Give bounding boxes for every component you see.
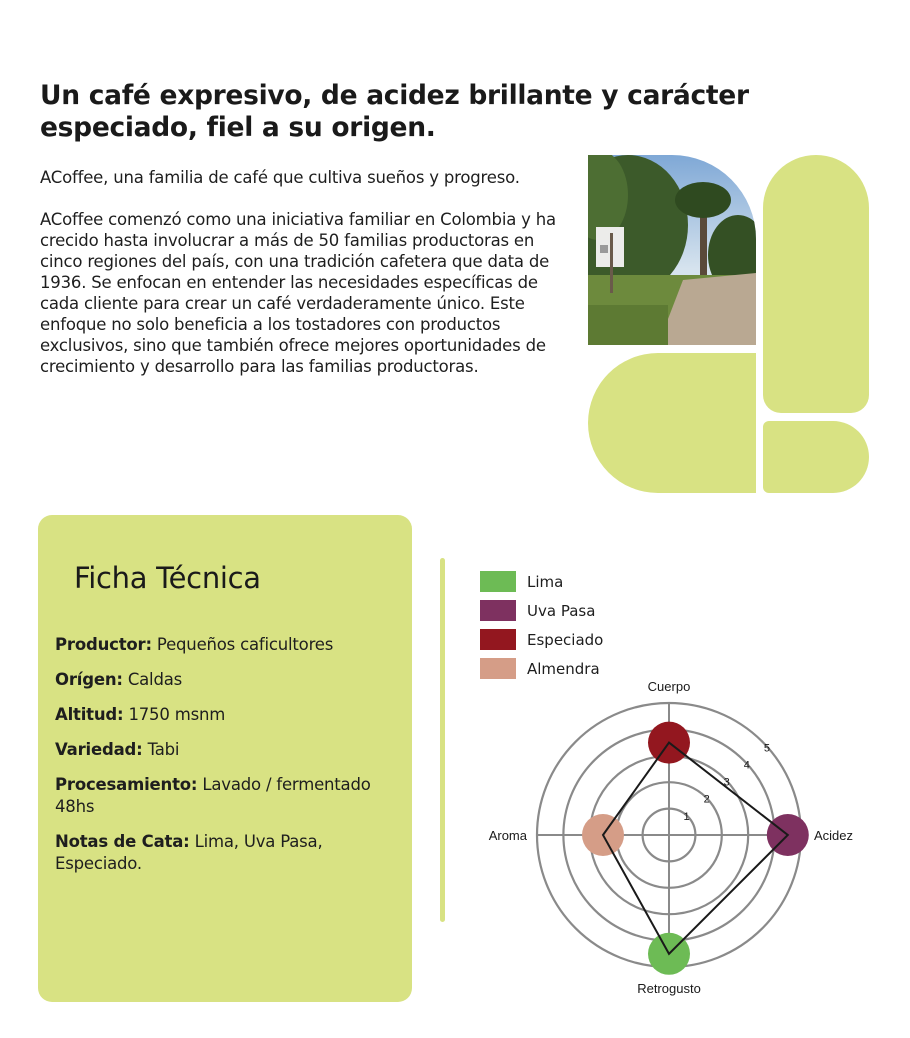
spec-value: Pequeños caficultores: [151, 635, 334, 654]
spec-item: [55, 831, 400, 875]
legend-swatch: [480, 571, 516, 592]
spec-label: Notas de Cata:: [55, 832, 190, 851]
accent-shape-top-right: [763, 155, 869, 413]
intro-paragraph-1: ACoffee, una familia de café que cultiva sueños y progreso.: [40, 168, 520, 187]
spec-label: Orígen:: [55, 670, 123, 689]
spec-value: Tabi: [142, 740, 180, 759]
photo-collage: [588, 155, 873, 495]
legend-label: Lima: [527, 572, 564, 591]
divider: [440, 558, 445, 922]
spec-label: Variedad:: [55, 740, 143, 759]
radar-axis-label: Cuerpo: [647, 679, 691, 694]
radar-axis-label: Acidez: [814, 828, 854, 843]
farm-photo: [588, 155, 756, 345]
spec-card: [38, 515, 412, 1002]
accent-shape-bottom-right: [763, 421, 869, 493]
spec-item: [55, 774, 400, 818]
radar-series-polygon: [603, 743, 788, 954]
legend-swatch: [480, 629, 516, 650]
spec-list: [55, 634, 400, 888]
legend-item: [480, 567, 603, 596]
radar-ring-label: 3: [723, 776, 730, 789]
spec-value: Lavado / fermentado 48hs: [55, 775, 371, 816]
spec-item: [55, 739, 400, 761]
legend-label: Especiado: [527, 630, 604, 649]
legend-item: [480, 596, 603, 625]
spec-item: [55, 704, 400, 726]
headline: Un café expresivo, de acidez brillante y carácter especiado, fiel a su origen.: [40, 80, 749, 143]
spec-label: Productor:: [55, 635, 152, 654]
spec-value: Caldas: [122, 670, 183, 689]
legend-label: Uva Pasa: [527, 601, 596, 620]
intro-text: [40, 167, 565, 398]
radar-ring-label: 4: [743, 759, 750, 772]
accent-shape-bottom-left: [588, 353, 756, 493]
chart-legend: [480, 567, 603, 683]
radar-axis-label: Aroma: [488, 828, 527, 843]
radar-ring-label: 5: [763, 742, 770, 755]
spec-value: Lima, Uva Pasa, Especiado.: [55, 832, 323, 873]
legend-item: [480, 625, 603, 654]
farm-photo-illustration: [588, 155, 756, 345]
radar-chart: [470, 675, 870, 1005]
spec-item: [55, 669, 400, 691]
spec-item: [55, 634, 400, 656]
radar-axis-label: Retrogusto: [637, 981, 701, 996]
spec-value: 1750 msnm: [123, 705, 226, 724]
radar-ring-label: 1: [683, 810, 690, 823]
legend-swatch: [480, 600, 516, 621]
spec-label: Procesamiento:: [55, 775, 198, 794]
spec-title: Ficha Técnica: [74, 561, 261, 595]
intro-paragraph-2: ACoffee comenzó como una iniciativa familiar en Colombia y ha crecido hasta involucrar a más de 50 familias productoras en cinco regiones del país, con una tradición cafetera que data de 1936. Se enfocan en entender las necesidades específicas de cada cliente para crear un café verdaderamente único. Este enfoque no solo beneficia a los tostadores con productos exclusivos, sino que también ofrece mejores oportunidades de crecimiento y desarrollo para las familias productoras.: [40, 210, 556, 376]
spec-label: Altitud:: [55, 705, 124, 724]
radar-ring-label: 2: [703, 793, 710, 806]
legend-label: Almendra: [527, 659, 600, 678]
